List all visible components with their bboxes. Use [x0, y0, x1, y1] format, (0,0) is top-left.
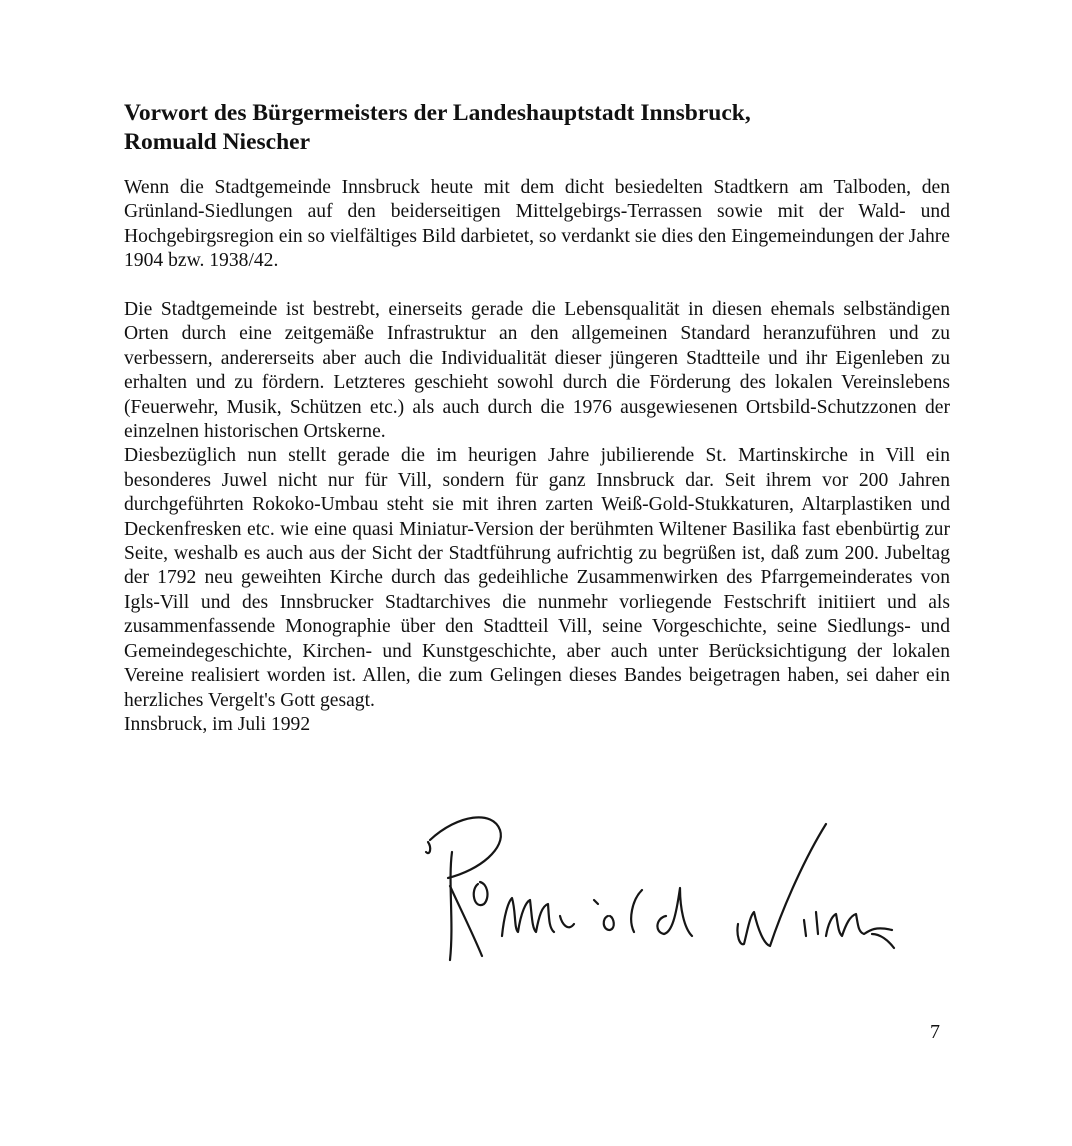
page-title [124, 99, 954, 157]
body-text [124, 176, 950, 737]
paragraph-1: Wenn die Stadtgemeinde Innsbruck heute mit dem dicht besiedelten Stadtkern am Talboden, den Grünland-Siedlungen auf den beiderseitigen Mittelgebirgs-Terrassen sowie mit der Wald- und Hochgebirgsregion ein so vielfältiges Bild darbietet, so verdankt sie dies den Eingemeindungen der Jahre 1904 bzw. 1938/42. [124, 177, 950, 272]
title-line-2: Romuald Niescher [124, 129, 311, 155]
paragraph-2: Die Stadtgemeinde ist bestrebt, einerseits gerade die Lebensqualität in diesen ehemals selbständigen Orten durch eine zeitgemäße Infrastruktur an den allgemeinen Standard heranzuführen und zu verbessern, andererseits aber auch die Individualität dieser jüngeren Stadtteile und ihr Eigenleben zu erhalten und zu fördern. Letzteres geschieht sowohl durch die Förderung des lokalen Vereinslebens (Feuerwehr, Musik, Schützen etc.) als auch durch die 1976 ausgewiesenen Ortsbild-Schutzzonen der einzelnen historischen Ortskerne. [124, 299, 950, 443]
handwritten-signature [418, 812, 918, 972]
paragraph-3: Diesbezüglich nun stellt gerade die im heurigen Jahre jubilierende St. Martinskirche in Vill ein besonderes Juwel nicht nur für Vill, sondern für ganz Innsbruck dar. Seit ihrem vor 200 Jahren durchgeführten Rokoko-Umbau steht sie mit ihren zarten Weiß-Gold-Stukkaturen, Altarplastiken und Deckenfresken etc. wie eine quasi Miniatur-Version der berühmten Wiltener Basilika fast ebenbürtig zur Seite, weshalb es auch aus der Sicht der Stadtführung aufrichtig zu begrüßen ist, daß zum 200. Jubeltag der 1792 neu geweihten Kirche durch das gedeihliche Zusammenwirken des Pfarrgemeinderates von Igls-Vill und des Innsbrucker Stadtarchives die nunmehr vorliegende Festschrift initiiert und als zusammenfassende Monographie über den Stadtteil Vill, seine Vorgeschichte, seine Siedlungs- und Gemeindegeschichte, Kirchen- und Kunstgeschichte, aber auch unter Berücksichtigung der lokalen Vereine realisiert worden ist. Allen, die zum Gelingen dieses Bandes beigetragen haben, sei daher ein herzliches Vergelt's Gott gesagt. [124, 445, 950, 711]
page-number: 7 [930, 1021, 940, 1043]
place-date: Innsbruck, im Juli 1992 [124, 713, 311, 735]
title-line-1: Vorwort des Bürgermeisters der Landeshauptstadt Innsbruck, [124, 100, 751, 126]
